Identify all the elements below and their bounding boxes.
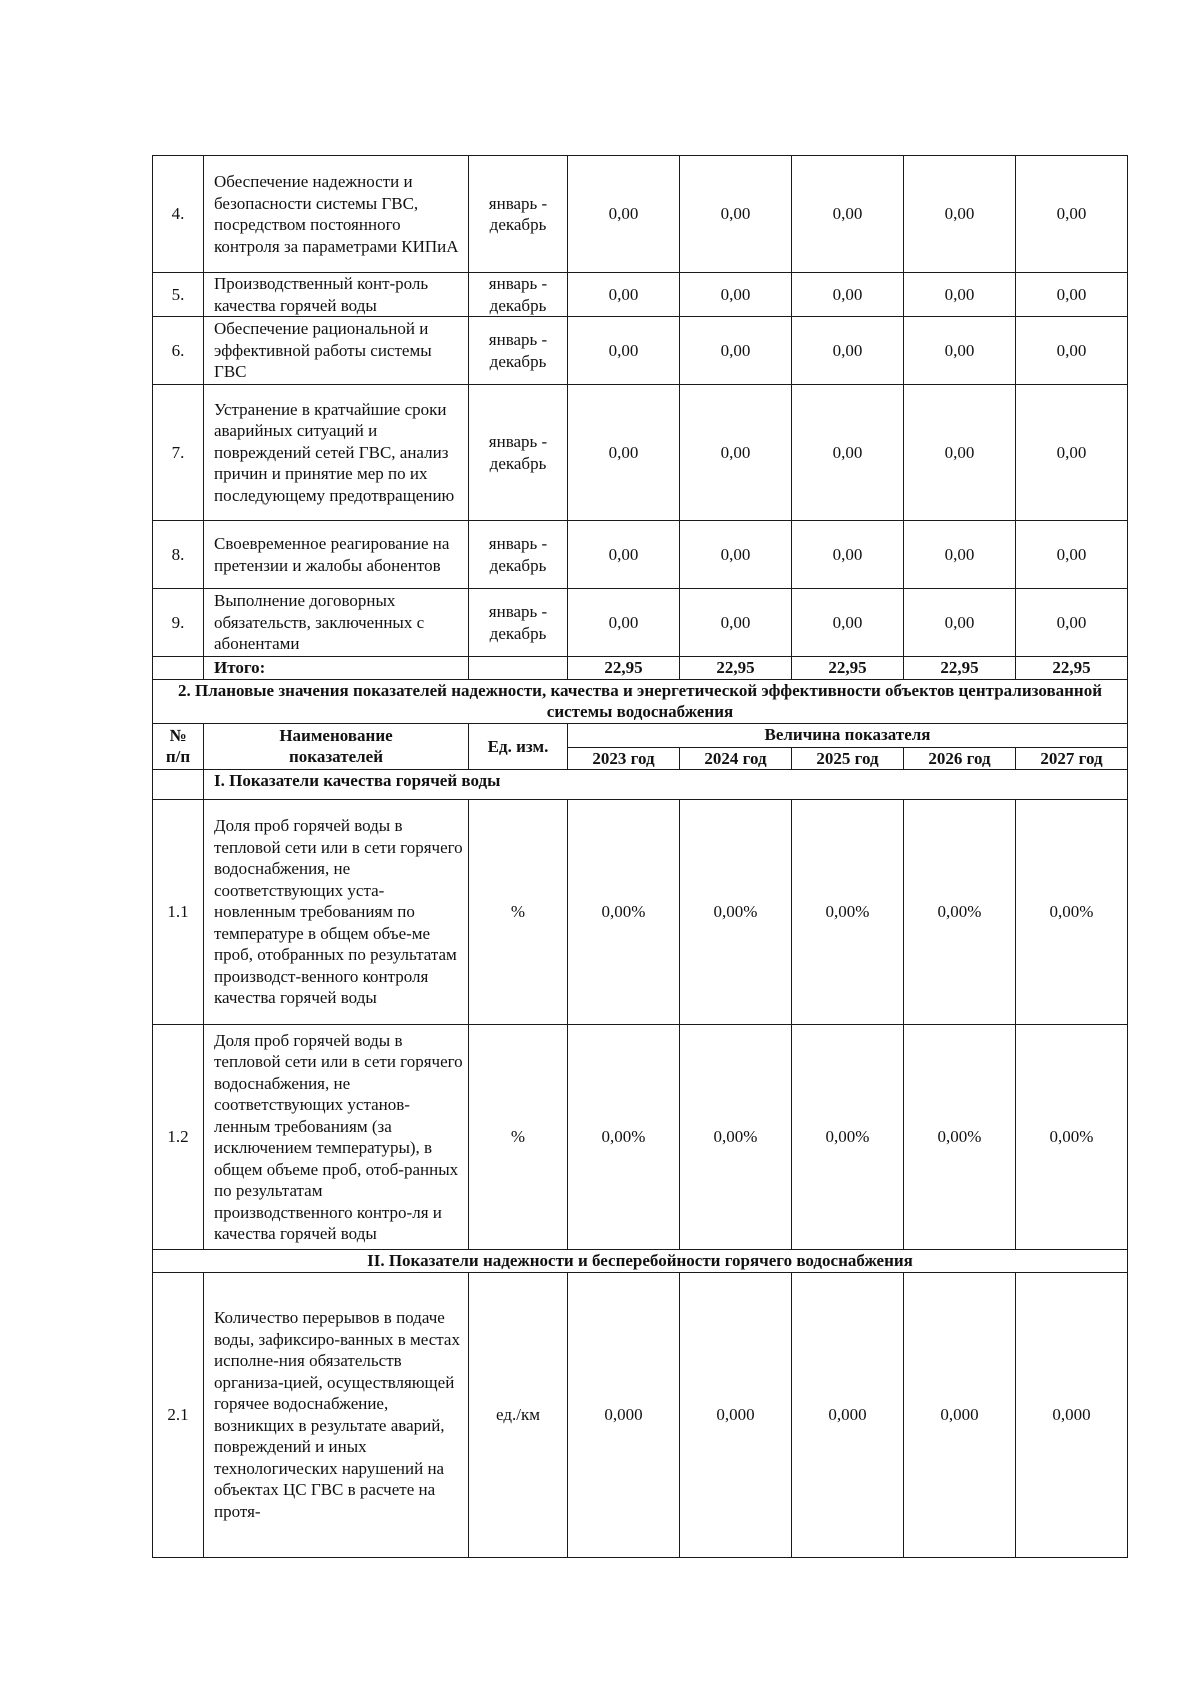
table-row	[153, 385, 1128, 521]
group-title-row	[153, 770, 1128, 800]
row-number: 2.1	[153, 1272, 204, 1557]
value-cell: 0,00	[792, 385, 904, 521]
table-row	[153, 1272, 1128, 1557]
measure-name: Обеспечение надежности и безопасности системы ГВС, посредством постоянного контроля за параметрами КИПиА	[204, 156, 469, 273]
period: январь - декабрь	[469, 156, 568, 273]
value-cell: 0,00%	[680, 1025, 792, 1250]
period: январь - декабрь	[469, 317, 568, 385]
empty-cell	[153, 657, 204, 680]
header-year: 2027 год	[1016, 747, 1128, 770]
empty-cell	[153, 770, 204, 800]
value-cell: 0,00	[904, 317, 1016, 385]
value-cell: 0,00	[1016, 589, 1128, 657]
table-row	[153, 800, 1128, 1025]
header-year: 2024 год	[680, 747, 792, 770]
value-cell: 0,00%	[568, 800, 680, 1025]
period: январь - декабрь	[469, 521, 568, 589]
empty-cell	[469, 657, 568, 680]
row-number: 1.1	[153, 800, 204, 1025]
measure-name: Устранение в кратчайшие сроки аварийных ситуаций и повреждений сетей ГВС, анализ причин и принятие мер по их последующему предотвращению	[204, 385, 469, 521]
total-value: 22,95	[1016, 657, 1128, 680]
row-number: 8.	[153, 521, 204, 589]
value-cell: 0,00	[680, 385, 792, 521]
indicator-name: Доля проб горячей воды в тепловой сети или в сети горячего водоснабжения, не соответствующих установ-ленным требованиям (за исключением температуры), в общем объеме проб, отоб-ранных по результатам производственного контро-ля и качества горячей воды	[204, 1025, 469, 1250]
document-page	[152, 155, 1127, 1558]
table-row	[153, 317, 1128, 385]
value-cell: 0,00	[1016, 317, 1128, 385]
value-cell: 0,00	[1016, 521, 1128, 589]
value-cell: 0,00	[680, 273, 792, 317]
value-cell: 0,000	[792, 1272, 904, 1557]
value-cell: 0,00	[568, 273, 680, 317]
indicator-name: Доля проб горячей воды в тепловой сети или в сети горячего водоснабжения, не соответствующих уста-новленным требованиям по температуре в общем объе-ме проб, отобранных по результатам производст-венного контроля качества горячей воды	[204, 800, 469, 1025]
value-cell: 0,00	[904, 273, 1016, 317]
value-cell: 0,00%	[792, 1025, 904, 1250]
section-title-row	[153, 679, 1128, 723]
value-cell: 0,00	[1016, 273, 1128, 317]
value-cell: 0,000	[568, 1272, 680, 1557]
value-cell: 0,00%	[904, 800, 1016, 1025]
row-number: 4.	[153, 156, 204, 273]
table-row	[153, 273, 1128, 317]
value-cell: 0,00	[568, 156, 680, 273]
section-title: 2. Плановые значения показателей надежности, качества и энергетической эффективности объектов централизованной системы водоснабжения	[153, 679, 1128, 723]
value-cell: 0,00%	[1016, 800, 1128, 1025]
header-name: Наименование показателей	[204, 723, 469, 770]
row-number: 9.	[153, 589, 204, 657]
value-cell: 0,00	[792, 156, 904, 273]
unit: %	[469, 800, 568, 1025]
value-cell: 0,00	[1016, 156, 1128, 273]
row-number: 7.	[153, 385, 204, 521]
table-row	[153, 156, 1128, 273]
row-number: 6.	[153, 317, 204, 385]
value-cell: 0,00	[680, 521, 792, 589]
total-label: Итого:	[204, 657, 469, 680]
value-cell: 0,000	[1016, 1272, 1128, 1557]
value-cell: 0,00	[904, 156, 1016, 273]
period: январь - декабрь	[469, 273, 568, 317]
value-cell: 0,00%	[680, 800, 792, 1025]
group-title-row	[153, 1250, 1128, 1273]
table-row	[153, 589, 1128, 657]
value-cell: 0,00	[680, 317, 792, 385]
measure-name: Обеспечение рациональной и эффективной работы системы ГВС	[204, 317, 469, 385]
table-row	[153, 1025, 1128, 1250]
value-cell: 0,00	[904, 589, 1016, 657]
value-cell: 0,00%	[792, 800, 904, 1025]
header-unit: Ед. изм.	[469, 723, 568, 770]
measure-name: Выполнение договорных обязательств, заключенных с абонентами	[204, 589, 469, 657]
row-number: 5.	[153, 273, 204, 317]
row-number: 1.2	[153, 1025, 204, 1250]
value-cell: 0,00	[680, 156, 792, 273]
value-cell: 0,00	[1016, 385, 1128, 521]
group-title: II. Показатели надежности и бесперебойности горячего водоснабжения	[153, 1250, 1128, 1273]
value-cell: 0,00	[792, 273, 904, 317]
total-value: 22,95	[904, 657, 1016, 680]
header-value-group: Величина показателя	[568, 723, 1128, 747]
unit: ед./км	[469, 1272, 568, 1557]
header-row	[153, 723, 1128, 747]
indicator-name: Количество перерывов в подаче воды, зафиксиро-ванных в местах исполне-ния обязательств организа-цией, осуществляющей горячее водоснабжение, возникщих в результате аварий, повреждений и иных технологических нарушений на объектах ЦС ГВС в расчете на протя-	[204, 1272, 469, 1557]
unit: %	[469, 1025, 568, 1250]
value-cell: 0,00	[792, 521, 904, 589]
value-cell: 0,00	[568, 317, 680, 385]
group-title: I. Показатели качества горячей воды	[204, 770, 1128, 800]
value-cell: 0,00	[792, 589, 904, 657]
value-cell: 0,000	[680, 1272, 792, 1557]
period: январь - декабрь	[469, 385, 568, 521]
table-row	[153, 521, 1128, 589]
total-row	[153, 657, 1128, 680]
header-num: № п/п	[153, 723, 204, 770]
value-cell: 0,00	[904, 521, 1016, 589]
value-cell: 0,00%	[1016, 1025, 1128, 1250]
header-year: 2023 год	[568, 747, 680, 770]
value-cell: 0,00	[792, 317, 904, 385]
measure-name: Производственный конт-роль качества горячей воды	[204, 273, 469, 317]
value-cell: 0,00	[568, 589, 680, 657]
period: январь - декабрь	[469, 589, 568, 657]
measure-name: Своевременное реагирование на претензии и жалобы абонентов	[204, 521, 469, 589]
value-cell: 0,00	[904, 385, 1016, 521]
value-cell: 0,00%	[568, 1025, 680, 1250]
value-cell: 0,00	[568, 385, 680, 521]
total-value: 22,95	[568, 657, 680, 680]
indicators-table	[152, 155, 1128, 1558]
total-value: 22,95	[680, 657, 792, 680]
header-year: 2025 год	[792, 747, 904, 770]
value-cell: 0,00%	[904, 1025, 1016, 1250]
header-year: 2026 год	[904, 747, 1016, 770]
value-cell: 0,00	[568, 521, 680, 589]
total-value: 22,95	[792, 657, 904, 680]
value-cell: 0,00	[680, 589, 792, 657]
value-cell: 0,000	[904, 1272, 1016, 1557]
